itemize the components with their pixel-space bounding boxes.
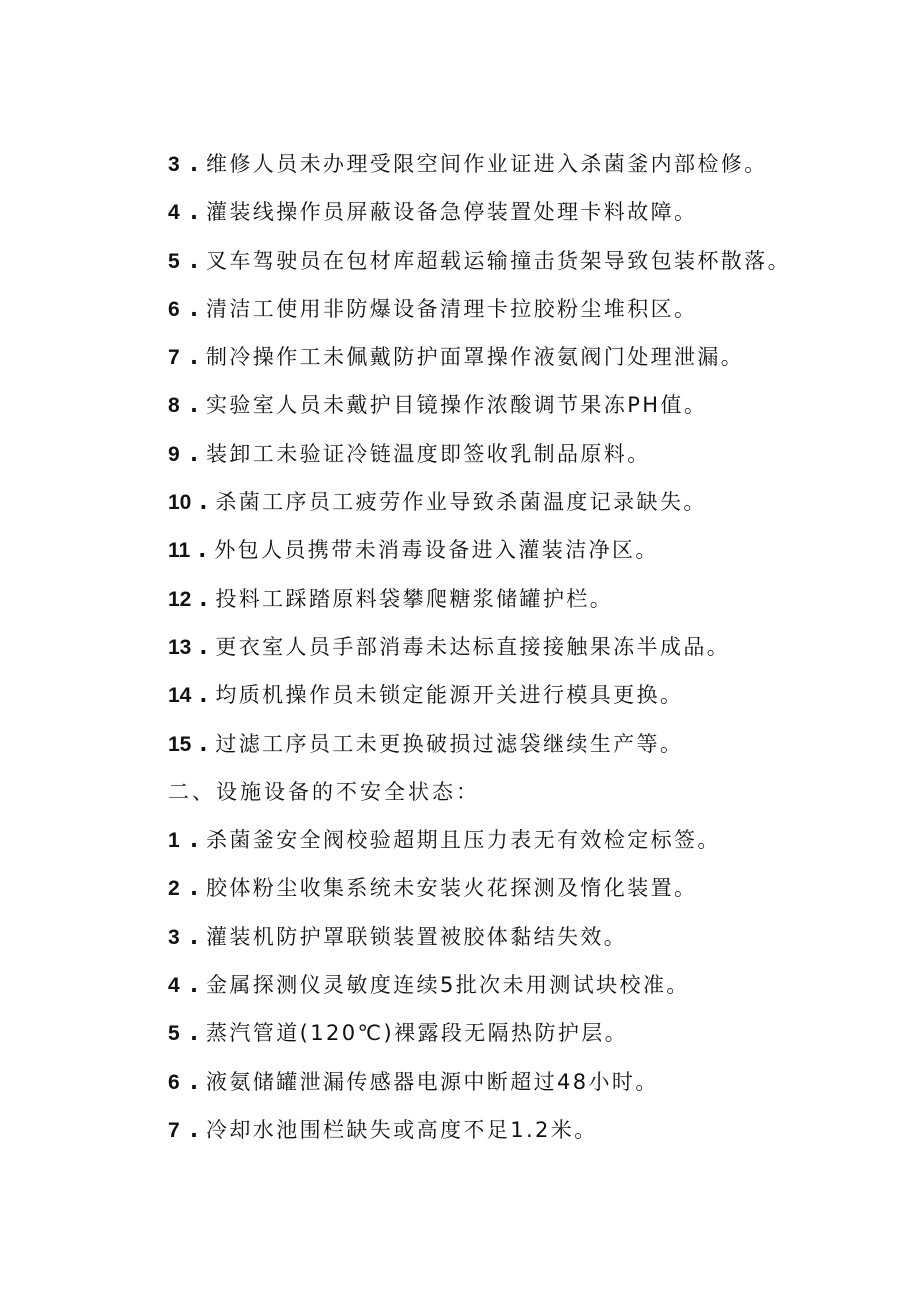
item-text: 装卸工未验证冷链温度即签收乳制品原料。 <box>206 441 651 466</box>
list-item <box>168 913 868 961</box>
item-text: 杀菌工序员工疲劳作业导致杀菌温度记录缺失。 <box>215 490 707 515</box>
item-separator: . <box>199 683 208 708</box>
item-text: 胶体粉尘收集系统未安装火花探测及惰化装置。 <box>206 876 698 901</box>
item-text: 灌装机防护罩联锁装置被胶体黏结失效。 <box>206 924 628 949</box>
item-separator: . <box>190 876 198 901</box>
item-number: 14 <box>168 684 192 708</box>
item-number: 9 <box>168 442 180 466</box>
item-text: 清洁工使用非防爆设备清理卡拉胶粉尘堆积区。 <box>206 296 698 321</box>
item-text: 制冷操作工未佩戴防护面罩操作液氨阀门处理泄漏。 <box>206 345 745 370</box>
list-item <box>168 188 868 236</box>
list-item <box>168 575 868 623</box>
item-text: 实验室人员未戴护目镜操作浓酸调节果冻PH值。 <box>206 393 708 418</box>
item-text: 维修人员未办理受限空间作业证进入杀菌釜内部检修。 <box>206 152 768 176</box>
item-text: 冷却水池围栏缺失或高度不足1.2米。 <box>206 1117 598 1142</box>
item-number: 1 <box>168 829 180 853</box>
list-item <box>168 333 868 381</box>
item-text: 更衣室人员手部消毒未达标直接接触果冻半成品。 <box>215 634 731 659</box>
item-text: 金属探测仪灵敏度连续5批次未用测试块校准。 <box>206 973 690 998</box>
item-text: 外包人员携带未消毒设备进入灌装洁净区。 <box>214 538 659 563</box>
item-separator: . <box>190 924 198 949</box>
item-separator: . <box>199 490 208 515</box>
list-item <box>168 720 868 768</box>
item-separator: . <box>199 634 208 659</box>
item-number: 7 <box>168 1118 180 1142</box>
item-text: 液氨储罐泄漏传感器电源中断超过48小时。 <box>206 1069 659 1094</box>
item-number: 3 <box>168 925 180 949</box>
list-item <box>168 381 868 429</box>
list-item <box>168 623 868 671</box>
item-separator: . <box>190 1117 198 1142</box>
item-number: 10 <box>168 491 192 515</box>
list-item <box>168 140 868 188</box>
list-item <box>168 430 868 478</box>
list-item <box>168 1009 868 1057</box>
item-separator: . <box>190 152 198 176</box>
item-text: 蒸汽管道(120℃)裸露段无隔热防护层。 <box>206 1021 629 1046</box>
item-number: 4 <box>168 974 180 998</box>
list-item <box>168 961 868 1009</box>
item-separator: . <box>190 973 198 998</box>
item-separator: . <box>190 441 198 466</box>
item-number: 3 <box>168 153 180 176</box>
item-number: 5 <box>168 1022 180 1046</box>
item-text: 投料工踩踏原料袋攀爬糖浆储罐护栏。 <box>215 586 614 611</box>
item-text: 叉车驾驶员在包材库超载运输撞击货架导致包装杯散落。 <box>206 248 791 273</box>
section-heading: 二、设施设备的不安全状态： <box>168 779 480 804</box>
item-separator: . <box>199 731 208 756</box>
item-separator: . <box>190 1069 198 1094</box>
document-body <box>168 140 868 1154</box>
item-separator: . <box>190 1021 198 1046</box>
item-text: 灌装线操作员屏蔽设备急停装置处理卡料故障。 <box>206 200 698 225</box>
item-number: 4 <box>168 201 180 225</box>
item-text: 杀菌釜安全阀校验超期且压力表无有效检定标签。 <box>206 828 721 853</box>
item-separator: . <box>199 586 208 611</box>
list-item <box>168 671 868 719</box>
item-separator: . <box>190 345 198 370</box>
item-number: 5 <box>168 249 180 273</box>
item-separator: . <box>190 296 198 321</box>
item-number: 13 <box>168 635 192 659</box>
item-number: 6 <box>168 297 180 321</box>
item-separator: . <box>190 828 198 853</box>
item-number: 8 <box>168 394 180 418</box>
item-separator: . <box>190 393 198 418</box>
item-separator: . <box>190 248 198 273</box>
item-text: 均质机操作员未锁定能源开关进行模具更换。 <box>215 683 684 708</box>
list-item <box>168 237 868 285</box>
item-number: 2 <box>168 877 180 901</box>
item-number: 12 <box>168 587 192 611</box>
list-item <box>168 478 868 526</box>
list-item <box>168 1106 868 1154</box>
item-number: 6 <box>168 1070 180 1094</box>
list-item <box>168 285 868 333</box>
list-item <box>168 526 868 574</box>
list-item <box>168 1058 868 1106</box>
item-text: 过滤工序员工未更换破损过滤袋继续生产等。 <box>215 731 684 756</box>
list-item <box>168 864 868 912</box>
list-item <box>168 816 868 864</box>
item-separator: . <box>198 538 207 563</box>
item-separator: . <box>190 200 198 225</box>
item-number: 11 <box>168 539 191 563</box>
item-number: 7 <box>168 346 180 370</box>
item-number: 15 <box>168 732 192 756</box>
